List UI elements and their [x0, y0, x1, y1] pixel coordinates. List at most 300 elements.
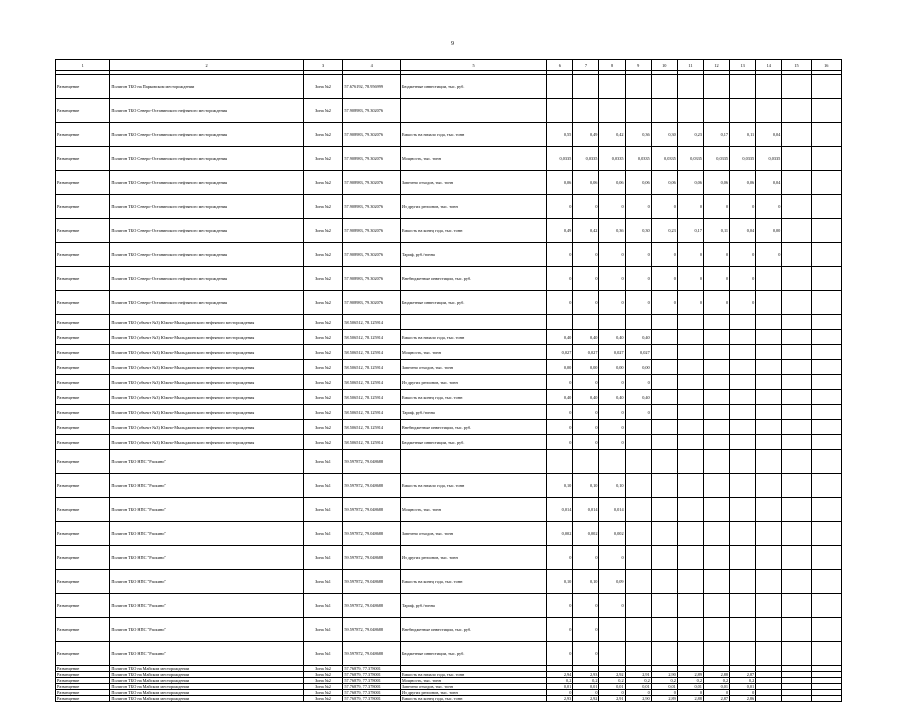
table-cell: 0,0335: [677, 147, 703, 171]
table-cell: [703, 420, 729, 435]
table-cell: 2,87: [703, 696, 729, 702]
table-cell: [573, 99, 599, 123]
table-cell: [782, 474, 811, 498]
table-cell: 0,014: [573, 498, 599, 522]
table-cell: 57.908983, 79.302076: [343, 123, 400, 147]
table-cell: 0,2: [651, 678, 677, 684]
table-cell: Размещение: [56, 618, 110, 642]
table-cell: 0,00: [573, 360, 599, 375]
table-cell: [625, 75, 651, 99]
table-cell: Полигон ТБО НПС "Раскино": [110, 594, 303, 618]
table-cell: [677, 405, 703, 420]
table-cell: [811, 420, 841, 435]
table-cell: Полигон ТБО Северо-Останинского нефтяного месторождения: [110, 291, 303, 315]
header-cell: 12: [703, 60, 729, 71]
table-cell: [651, 435, 677, 450]
table-cell: 0,01: [651, 684, 677, 690]
table-cell: 0,06: [547, 171, 573, 195]
table-cell: [811, 345, 841, 360]
table-cell: Размещение: [56, 75, 110, 99]
table-cell: 0,002: [547, 522, 573, 546]
table-row: [56, 315, 842, 330]
table-cell: Завезено отходов, тыс. тонн: [400, 684, 546, 690]
table-cell: Зона №1: [303, 618, 343, 642]
table-cell: [811, 219, 841, 243]
table-cell: Зона №1: [303, 546, 343, 570]
table-cell: [730, 390, 756, 405]
table-cell: Зона №2: [303, 420, 343, 435]
table-cell: Полигон ТБО (объект №3) Южно-Мыльджинского нефтяного месторождения: [110, 390, 303, 405]
table-cell: 2,91: [625, 672, 651, 678]
table-cell: 0: [573, 594, 599, 618]
table-cell: Размещение: [56, 420, 110, 435]
table-cell: 0,2: [703, 678, 729, 684]
table-cell: 0: [547, 243, 573, 267]
table-row: [56, 594, 842, 618]
table-cell: 58.506512, 78.125914: [343, 345, 400, 360]
table-cell: [730, 450, 756, 474]
table-cell: [811, 435, 841, 450]
table-row: [56, 330, 842, 345]
table-cell: Зона №2: [303, 315, 343, 330]
header-cell: 7: [573, 60, 599, 71]
table-cell: Полигон ТБО (объект №3) Южно-Мыльджинского нефтяного месторождения: [110, 435, 303, 450]
table-cell: Зона №2: [303, 219, 343, 243]
table-cell: [651, 570, 677, 594]
table-cell: Внебюджетные инвестиции, тыс. руб.: [400, 420, 546, 435]
table-row: [56, 147, 842, 171]
table-cell: Зона №2: [303, 330, 343, 345]
table-row: [56, 390, 842, 405]
table-cell: Размещение: [56, 360, 110, 375]
table-cell: [782, 219, 811, 243]
header-cell: 1: [56, 60, 110, 71]
table-cell: Зона №2: [303, 75, 343, 99]
table-cell: 0,23: [677, 123, 703, 147]
table-cell: 0,09: [599, 570, 625, 594]
table-cell: 2,87: [730, 672, 756, 678]
table-cell: [703, 546, 729, 570]
table-cell: 0,027: [599, 345, 625, 360]
table-cell: 0,014: [547, 498, 573, 522]
table-cell: Бюджетные инвестиции, тыс. руб.: [400, 435, 546, 450]
header-cell: 8: [599, 60, 625, 71]
table-cell: 0,0335: [730, 147, 756, 171]
table-cell: 0,01: [703, 684, 729, 690]
table-cell: [730, 474, 756, 498]
table-cell: 0: [547, 405, 573, 420]
table-cell: 0,2: [573, 678, 599, 684]
table-cell: 0: [573, 420, 599, 435]
table-cell: [756, 99, 782, 123]
table-cell: 0,002: [573, 522, 599, 546]
table-cell: Размещение: [56, 450, 110, 474]
table-cell: [677, 360, 703, 375]
header-cell: 10: [651, 60, 677, 71]
table-cell: [730, 546, 756, 570]
table-cell: [573, 450, 599, 474]
table-cell: [811, 375, 841, 390]
table-cell: [782, 546, 811, 570]
table-cell: [730, 345, 756, 360]
table-cell: Емкость на начало года, тыс. тонн: [400, 672, 546, 678]
table-cell: [730, 99, 756, 123]
table-cell: Полигон ТБО Северо-Останинского нефтяного месторождения: [110, 219, 303, 243]
table-cell: [782, 291, 811, 315]
table-cell: 0: [625, 267, 651, 291]
table-cell: Полигон ТБО на Майском месторождении: [110, 678, 303, 684]
table-cell: [703, 498, 729, 522]
table-cell: Завезено отходов, тыс. тонн: [400, 522, 546, 546]
table-cell: [703, 360, 729, 375]
table-cell: [625, 450, 651, 474]
table-cell: [782, 75, 811, 99]
table-cell: 0: [547, 291, 573, 315]
table-cell: 0: [703, 267, 729, 291]
table-cell: Зона №1: [303, 594, 343, 618]
table-cell: [811, 546, 841, 570]
table-cell: 0,10: [573, 570, 599, 594]
table-cell: [677, 450, 703, 474]
header-cell: 9: [625, 60, 651, 71]
table-cell: 0,30: [651, 123, 677, 147]
table-cell: 0: [625, 690, 651, 696]
table-cell: 0: [756, 195, 782, 219]
table-cell: 0: [651, 690, 677, 696]
header-cell: 11: [677, 60, 703, 71]
table-cell: 57.76879, 77.378001: [343, 672, 400, 678]
table-cell: 57.908983, 79.302076: [343, 99, 400, 123]
table-cell: [782, 171, 811, 195]
table-cell: [703, 375, 729, 390]
table-cell: 0: [573, 243, 599, 267]
table-cell: [782, 267, 811, 291]
table-cell: 0,17: [703, 123, 729, 147]
table-cell: [811, 405, 841, 420]
table-cell: Внебюджетные инвестиции, тыс. руб.: [400, 618, 546, 642]
table-cell: [811, 594, 841, 618]
table-cell: Полигон ТБО Северо-Останинского нефтяного месторождения: [110, 267, 303, 291]
table-cell: 0,027: [573, 345, 599, 360]
table-cell: [651, 474, 677, 498]
table-cell: 2,89: [651, 696, 677, 702]
table-cell: [651, 360, 677, 375]
table-cell: Зона №2: [303, 195, 343, 219]
table-cell: [811, 642, 841, 666]
table-cell: [756, 618, 782, 642]
table-cell: [782, 330, 811, 345]
table-cell: 0,2: [625, 678, 651, 684]
table-cell: Емкость на начало года, тыс. тонн: [400, 474, 546, 498]
table-cell: 0,42: [599, 123, 625, 147]
table-cell: 0: [651, 243, 677, 267]
table-cell: 0: [547, 618, 573, 642]
table-cell: 0: [599, 291, 625, 315]
table-cell: Размещение: [56, 642, 110, 666]
table-cell: [730, 522, 756, 546]
table-cell: 0,04: [756, 123, 782, 147]
table-cell: Размещение: [56, 570, 110, 594]
table-cell: Тариф, руб./тонна: [400, 243, 546, 267]
table-cell: [782, 123, 811, 147]
table-cell: 59.597872, 79.048688: [343, 450, 400, 474]
table-cell: [677, 315, 703, 330]
table-cell: Зона №1: [303, 522, 343, 546]
table-cell: [756, 522, 782, 546]
table-cell: 0,2: [599, 678, 625, 684]
table-cell: [651, 642, 677, 666]
table-cell: [782, 594, 811, 618]
table-cell: 0: [547, 594, 573, 618]
header-cell: 6: [547, 60, 573, 71]
table-cell: [400, 99, 546, 123]
table-cell: Полигон ТБО (объект №3) Южно-Мыльджинского нефтяного месторождения: [110, 315, 303, 330]
table-cell: Емкость на конец года, тыс. тонн: [400, 390, 546, 405]
table-cell: 0: [573, 195, 599, 219]
table-cell: [782, 618, 811, 642]
table-cell: [811, 696, 841, 702]
table-cell: [756, 594, 782, 618]
table-cell: Полигон ТБО НПС "Раскино": [110, 522, 303, 546]
table-cell: 0: [625, 243, 651, 267]
table-cell: [811, 243, 841, 267]
table-cell: Размещение: [56, 678, 110, 684]
table-cell: 0,00: [756, 219, 782, 243]
table-cell: 0,30: [625, 219, 651, 243]
table-cell: Размещение: [56, 672, 110, 678]
table-cell: 0: [730, 291, 756, 315]
table-cell: 0: [547, 195, 573, 219]
table-cell: Из других регионов, тыс. тонн: [400, 375, 546, 390]
table-cell: [547, 99, 573, 123]
table-cell: [811, 75, 841, 99]
table-cell: Зона №2: [303, 405, 343, 420]
table-cell: Тариф, руб./тонна: [400, 405, 546, 420]
table-cell: [651, 450, 677, 474]
table-cell: 0,49: [547, 219, 573, 243]
table-cell: Зона №2: [303, 171, 343, 195]
table-cell: [599, 99, 625, 123]
table-cell: Размещение: [56, 666, 110, 672]
table-cell: 0,11: [730, 123, 756, 147]
table-cell: [651, 618, 677, 642]
table-cell: [547, 315, 573, 330]
table-cell: 57.76879, 77.378001: [343, 684, 400, 690]
table-row: [56, 498, 842, 522]
table-cell: 0,0335: [651, 147, 677, 171]
table-cell: 0,40: [625, 330, 651, 345]
table-cell: [625, 315, 651, 330]
table-cell: 0,01: [677, 684, 703, 690]
table-cell: Зона №2: [303, 147, 343, 171]
table-cell: [625, 99, 651, 123]
table-row: [56, 405, 842, 420]
table-cell: Полигон ТБО Северо-Останинского нефтяного месторождения: [110, 195, 303, 219]
table-row: [56, 618, 842, 642]
table-cell: [677, 435, 703, 450]
table-cell: 0: [573, 291, 599, 315]
table-cell: [547, 450, 573, 474]
table-cell: Зона №2: [303, 291, 343, 315]
table-cell: Размещение: [56, 405, 110, 420]
table-cell: 0: [677, 690, 703, 696]
table-cell: [756, 405, 782, 420]
table-cell: [651, 315, 677, 330]
table-cell: [599, 450, 625, 474]
table-row: [56, 642, 842, 666]
table-cell: [811, 99, 841, 123]
table-cell: [811, 474, 841, 498]
table-cell: Размещение: [56, 219, 110, 243]
table-cell: Бюджетные инвестиции, тыс. руб.: [400, 642, 546, 666]
table-cell: 59.597872, 79.048688: [343, 642, 400, 666]
table-cell: 0,36: [625, 123, 651, 147]
table-cell: 0: [547, 690, 573, 696]
table-cell: 0: [599, 243, 625, 267]
table-cell: Из других регионов, тыс. тонн: [400, 546, 546, 570]
table-cell: 0: [625, 405, 651, 420]
table-cell: Зона №2: [303, 690, 343, 696]
table-cell: 59.597872, 79.048688: [343, 498, 400, 522]
table-cell: 58.506512, 78.125914: [343, 420, 400, 435]
table-cell: 58.506512, 78.125914: [343, 405, 400, 420]
table-cell: [730, 594, 756, 618]
table-cell: [651, 546, 677, 570]
page-number: 9: [451, 41, 454, 47]
table-cell: [782, 450, 811, 474]
table-cell: 0,10: [547, 570, 573, 594]
table-cell: [703, 435, 729, 450]
table-cell: Размещение: [56, 690, 110, 696]
table-cell: [811, 123, 841, 147]
table-cell: Полигон ТБО (объект №3) Южно-Мыльджинского нефтяного месторождения: [110, 375, 303, 390]
table-row: [56, 546, 842, 570]
table-cell: Полигон ТБО Северо-Останинского нефтяного месторождения: [110, 99, 303, 123]
table-row: [56, 99, 842, 123]
table-cell: [756, 390, 782, 405]
table-cell: Зона №2: [303, 243, 343, 267]
table-cell: Зона №2: [303, 123, 343, 147]
table-cell: [400, 315, 546, 330]
table-cell: Полигон ТБО (объект №3) Южно-Мыльджинского нефтяного месторождения: [110, 405, 303, 420]
table-cell: Зона №2: [303, 390, 343, 405]
table-cell: 0,10: [573, 474, 599, 498]
table-cell: Полигон ТБО Северо-Останинского нефтяного месторождения: [110, 147, 303, 171]
table-cell: Зона №2: [303, 360, 343, 375]
table-cell: Бюджетные инвестиции, тыс. руб.: [400, 291, 546, 315]
table-cell: 0,06: [703, 171, 729, 195]
table-cell: 0,01: [625, 684, 651, 690]
table-row: [56, 474, 842, 498]
table-cell: 2,93: [547, 696, 573, 702]
table-cell: 2,90: [625, 696, 651, 702]
table-cell: 0,00: [599, 360, 625, 375]
table-cell: [756, 315, 782, 330]
table-cell: [677, 546, 703, 570]
table-cell: 0,36: [599, 219, 625, 243]
table-cell: [756, 330, 782, 345]
table-cell: 0,40: [599, 390, 625, 405]
table-row: [56, 267, 842, 291]
table-cell: 0,002: [599, 522, 625, 546]
table-cell: [782, 405, 811, 420]
table-cell: [811, 195, 841, 219]
table-cell: 0: [703, 690, 729, 696]
table-cell: Полигон ТБО на Парковском месторождении: [110, 75, 303, 99]
table-cell: Полигон ТБО (объект №3) Южно-Мыльджинского нефтяного месторождения: [110, 330, 303, 345]
table-cell: 0: [547, 267, 573, 291]
table-cell: 0: [703, 291, 729, 315]
table-row: [56, 420, 842, 435]
table-row: [56, 360, 842, 375]
table-cell: 0,00: [547, 360, 573, 375]
table-cell: [677, 522, 703, 546]
table-cell: 57.908983, 79.302076: [343, 147, 400, 171]
table-cell: [730, 375, 756, 390]
table-cell: Зона №2: [303, 375, 343, 390]
table-cell: 0,06: [625, 171, 651, 195]
table-cell: [703, 390, 729, 405]
table-cell: [811, 267, 841, 291]
table-cell: [782, 570, 811, 594]
header-row: [56, 60, 842, 71]
table-cell: 2,89: [677, 672, 703, 678]
table-cell: [599, 618, 625, 642]
table-cell: Полигон ТБО НПС "Раскино": [110, 642, 303, 666]
table-cell: Размещение: [56, 267, 110, 291]
table-cell: [625, 570, 651, 594]
table-cell: Полигон ТБО на Майском месторождении: [110, 696, 303, 702]
table-row: [56, 672, 842, 678]
table-cell: 57.908983, 79.302076: [343, 291, 400, 315]
table-cell: [730, 570, 756, 594]
table-cell: [651, 99, 677, 123]
table-cell: 0,04: [756, 171, 782, 195]
table-cell: [782, 375, 811, 390]
table-cell: 58.506512, 78.125914: [343, 390, 400, 405]
table-cell: 0: [625, 375, 651, 390]
table-cell: Размещение: [56, 171, 110, 195]
table-cell: 2,90: [651, 672, 677, 678]
table-cell: Размещение: [56, 498, 110, 522]
table-cell: Размещение: [56, 345, 110, 360]
table-row: [56, 522, 842, 546]
table-cell: Зона №2: [303, 99, 343, 123]
table-cell: [677, 99, 703, 123]
table-cell: Полигон ТБО Северо-Останинского нефтяного месторождения: [110, 123, 303, 147]
table-cell: [756, 474, 782, 498]
table-cell: Размещение: [56, 474, 110, 498]
table-cell: Зона №1: [303, 570, 343, 594]
table-cell: 58.506512, 78.125914: [343, 375, 400, 390]
table-cell: Зона №1: [303, 642, 343, 666]
table-cell: Полигон ТБО НПС "Раскино": [110, 546, 303, 570]
table-cell: 0: [599, 195, 625, 219]
table-cell: 0: [573, 405, 599, 420]
table-cell: [756, 420, 782, 435]
table-cell: Мощность, тыс. тонн: [400, 345, 546, 360]
table-cell: 0,40: [625, 390, 651, 405]
header-cell: 3: [303, 60, 343, 71]
table-cell: 0,40: [599, 330, 625, 345]
table-cell: Размещение: [56, 594, 110, 618]
table-cell: [677, 594, 703, 618]
table-cell: [400, 450, 546, 474]
table-cell: 57.76879, 77.378001: [343, 666, 400, 672]
table-cell: 59.597872, 79.048688: [343, 474, 400, 498]
table-cell: 0,40: [573, 330, 599, 345]
table-cell: Емкость на конец года, тыс. тонн: [400, 570, 546, 594]
